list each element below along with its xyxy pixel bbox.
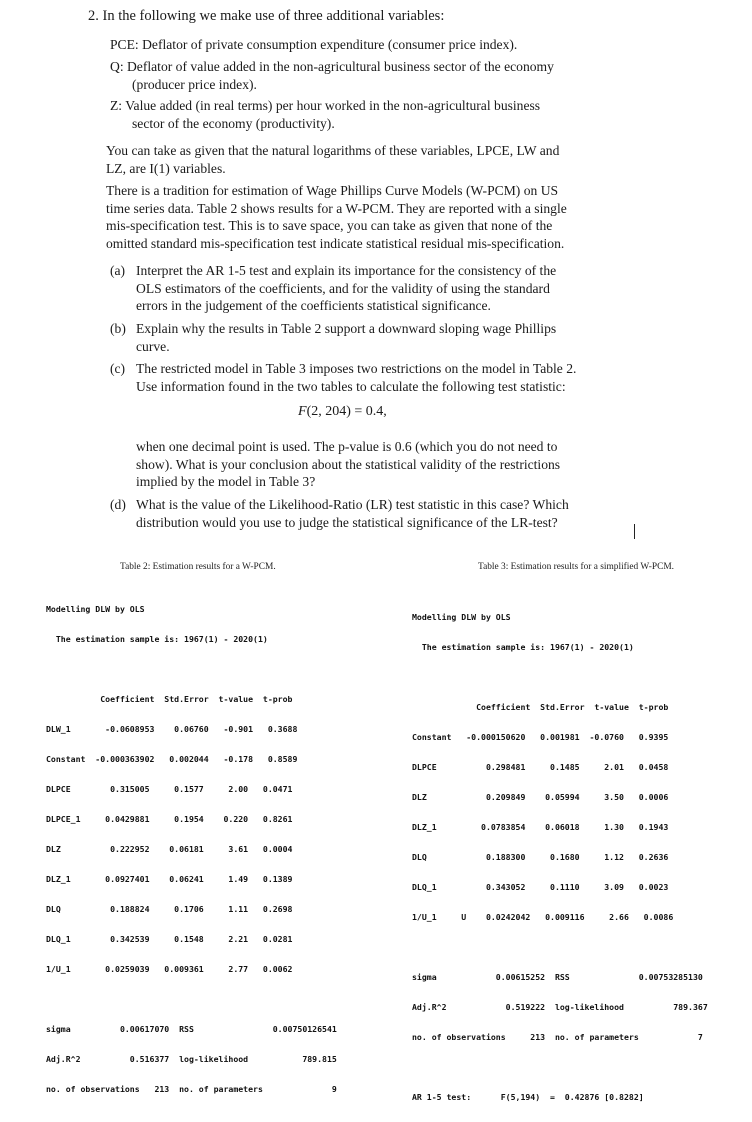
subquestion-line: What is the value of the Likelihood-Ratio (LR) test statistic in this case? Which (136, 497, 569, 512)
table3-caption: Table 3: Estimation results for a simplified W-PCM. (478, 562, 675, 572)
table2-line: The estimation sample is: 1967(1) - 2020(1) (46, 634, 268, 644)
table3-line: DLQ 0.188300 0.1680 1.12 0.2636 (412, 852, 669, 862)
subquestion-line: distribution would you use to judge the statistical significance of the LR-test? (136, 514, 558, 530)
table3-line: 1/U_1 U 0.0242042 0.009116 2.66 0.0086 (412, 912, 674, 922)
table3-line: DLQ_1 0.343052 0.1110 3.09 0.0023 (412, 882, 669, 892)
test-statistic-formula (298, 404, 387, 420)
table2-line (46, 994, 337, 1004)
table3-output (412, 592, 708, 1122)
table2-line: 1/U_1 0.0259039 0.009361 2.77 0.0062 (46, 964, 293, 974)
table3-line: sigma 0.00615252 RSS 0.00753285130 (412, 972, 703, 982)
table3-line: The estimation sample is: 1967(1) - 2020(1) (412, 642, 634, 652)
table3-line: Coefficient Std.Error t-value t-prob (412, 702, 669, 712)
table3-line: Constant -0.000150620 0.001981 -0.0760 0.9395 (412, 732, 669, 742)
subquestion-tag: (b) (110, 321, 126, 336)
subquestion-line: OLS estimators of the coefficients, and for the validity of using the standard (136, 280, 550, 296)
subquestion-line: when one decimal point is used. The p-value is 0.6 (which you do not need to (136, 439, 558, 454)
table3-line: DLZ 0.209849 0.05994 3.50 0.0006 (412, 792, 669, 802)
table2-line: DLPCE 0.315005 0.1577 2.00 0.0471 (46, 784, 293, 794)
variable-pce-text: PCE: Deflator of private consumption expenditure (consumer price index). (110, 37, 518, 52)
table3-line: Adj.R^2 0.519222 log-likelihood 789.367 (412, 1002, 708, 1012)
text-cursor (634, 524, 635, 539)
subquestion-a (110, 262, 630, 315)
subquestion-b (110, 320, 630, 355)
variable-q-line2: (producer price index). (132, 76, 257, 92)
paragraph-integration-order (106, 142, 626, 177)
subquestion-line: Use information found in the two tables to calculate the following test statistic: (136, 378, 566, 394)
subquestion-tag: (a) (110, 263, 126, 278)
table2-line: Modelling DLW by OLS (46, 604, 145, 614)
subquestion-line: show). What is your conclusion about the statistical validity of the restrictions (136, 456, 561, 472)
subquestion-line: Interpret the AR 1-5 test and explain its importance for the consistency of the (136, 263, 557, 278)
table3-line: DLZ_1 0.0783854 0.06018 1.30 0.1943 (412, 822, 669, 832)
table2-line: Constant -0.000363902 0.002044 -0.178 0.8589 (46, 754, 298, 764)
table2-line: DLQ 0.188824 0.1706 1.11 0.2698 (46, 904, 293, 914)
variable-q (110, 58, 630, 93)
table2-line: DLZ_1 0.0927401 0.06241 1.49 0.1389 (46, 874, 293, 884)
subquestion-line: curve. (136, 338, 170, 354)
paragraph-line: mis-specification test. This is to save space, you can take as given that none of the (106, 218, 553, 233)
table2-line (46, 664, 337, 674)
variable-pce (110, 36, 630, 54)
paragraph-line: LZ, are I(1) variables. (106, 160, 226, 176)
table3-line (412, 1062, 708, 1072)
table3-line: DLPCE 0.298481 0.1485 2.01 0.0458 (412, 762, 669, 772)
table2-line: DLW_1 -0.0608953 0.06760 -0.901 0.3688 (46, 724, 298, 734)
subquestion-line: Explain why the results in Table 2 support a downward sloping wage Phillips (136, 321, 557, 336)
table2-line: DLPCE_1 0.0429881 0.1954 0.220 0.8261 (46, 814, 293, 824)
variable-z-line2: sector of the economy (productivity). (132, 115, 335, 131)
paragraph-line: omitted standard mis-specification test indicate statistical residual mis-specification. (106, 235, 565, 251)
table2-line: Adj.R^2 0.516377 log-likelihood 789.815 (46, 1054, 337, 1064)
paragraph-line: There is a tradition for estimation of Wage Phillips Curve Models (W-PCM) on US (106, 183, 559, 198)
formula-args: (2, 204) (306, 404, 351, 419)
table2-line: sigma 0.00617070 RSS 0.00750126541 (46, 1024, 337, 1034)
table2-output (46, 584, 337, 1114)
table3-line: Modelling DLW by OLS (412, 612, 511, 622)
table3-line: no. of observations 213 no. of parameters 7 (412, 1032, 703, 1042)
paragraph-line: You can take as given that the natural logarithms of these variables, LPCE, LW and (106, 143, 560, 158)
table2-caption: Table 2: Estimation results for a W-PCM. (120, 562, 276, 572)
table2-line: no. of observations 213 no. of parameters 9 (46, 1084, 337, 1094)
formula-name: F (298, 404, 307, 419)
variable-q-line1: Q: Deflator of value added in the non-agricultural business sector of the economy (110, 59, 554, 74)
variable-z (110, 97, 630, 132)
table2-line: Coefficient Std.Error t-value t-prob (46, 694, 293, 704)
table3-line (412, 672, 708, 682)
subquestion-line: The restricted model in Table 3 imposes two restrictions on the model in Table 2. (136, 361, 577, 376)
subquestion-line: implied by the model in Table 3? (136, 474, 316, 489)
table2-line: DLZ 0.222952 0.06181 3.61 0.0004 (46, 844, 293, 854)
paragraph-line: time series data. Table 2 shows results for a W-PCM. They are reported with a single (106, 200, 567, 216)
formula-value: = 0.4, (354, 404, 387, 419)
table3-line (412, 942, 708, 952)
subquestion-tag: (d) (110, 497, 126, 512)
subquestion-d (110, 496, 630, 531)
subquestion-c-continued (110, 438, 630, 491)
table3-line: AR 1-5 test: F(5,194) = 0.42876 [0.8282] (412, 1092, 644, 1102)
paragraph-wpcm-intro (106, 182, 626, 252)
variable-z-line1: Z: Value added (in real terms) per hour worked in the non-agricultural business (110, 98, 541, 113)
subquestion-tag: (c) (110, 361, 126, 376)
subquestion-c (110, 360, 630, 395)
question-heading: 2. In the following we make use of three additional variables: (88, 8, 445, 24)
table2-line: DLQ_1 0.342539 0.1548 2.21 0.0281 (46, 934, 293, 944)
subquestion-line: errors in the judgement of the coefficients statistical significance. (136, 298, 491, 313)
